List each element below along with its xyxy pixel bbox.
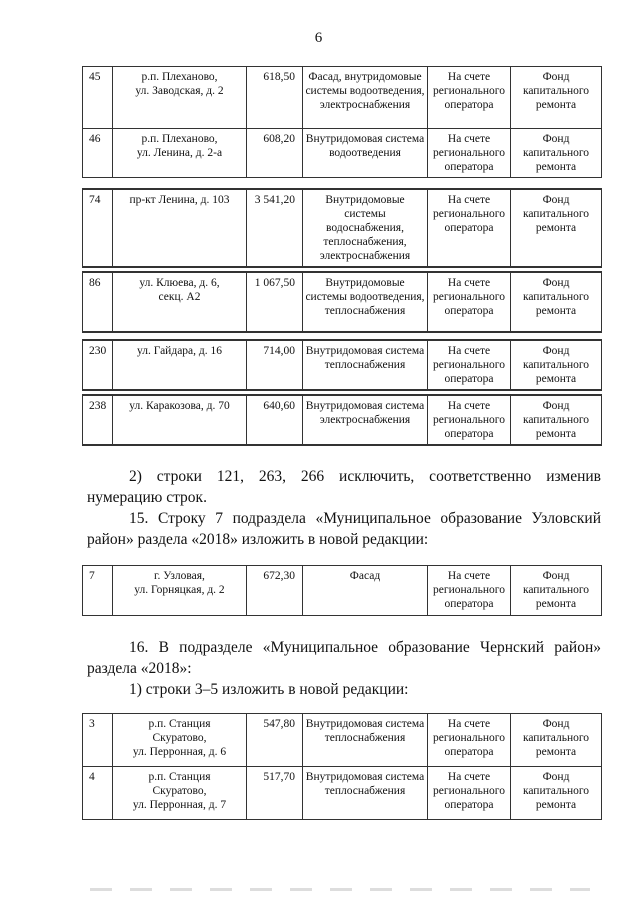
row-fund: Фонд капитального ремонта	[511, 340, 602, 390]
table-c	[82, 188, 602, 268]
row-account: На счете регионального оператора	[428, 189, 511, 267]
row-fund: Фонд капитального ремонта	[511, 767, 602, 820]
row-account: На счете регионального оператора	[428, 67, 511, 129]
paragraph-section-16: 16. В подразделе «Муниципальное образование Чернский район» раздела «2018»:	[87, 639, 601, 677]
row-area: 517,70	[247, 767, 303, 820]
row-fund: Фонд капитального ремонта	[511, 395, 602, 445]
row-area: 547,80	[247, 714, 303, 767]
table-row	[83, 566, 602, 616]
row-number: 4	[83, 767, 113, 820]
table-g	[82, 565, 602, 616]
row-number: 74	[83, 189, 113, 267]
table-row	[83, 129, 602, 178]
row-number: 238	[83, 395, 113, 445]
row-work: Внутридомовые системы водоснабжения, теплоснабжения, электроснабжения	[303, 189, 428, 267]
row-work: Фасад, внутридомовые системы водоотведения, электроснабжения	[303, 67, 428, 129]
row-work: Внутридомовые системы водоотведения, теплоснабжения	[303, 272, 428, 332]
row-number: 45	[83, 67, 113, 129]
row-work: Фасад	[303, 566, 428, 616]
row-fund: Фонд капитального ремонта	[511, 67, 602, 129]
row-area: 618,50	[247, 67, 303, 129]
row-address: р.п. Станция Скуратово, ул. Перронная, д. 6	[113, 714, 247, 767]
row-area: 714,00	[247, 340, 303, 390]
row-number: 86	[83, 272, 113, 332]
row-fund: Фонд капитального ремонта	[511, 566, 602, 616]
row-account: На счете регионального оператора	[428, 129, 511, 178]
page-number: 6	[314, 30, 323, 46]
row-fund: Фонд капитального ремонта	[511, 129, 602, 178]
row-number: 46	[83, 129, 113, 178]
row-account: На счете регионального оператора	[428, 714, 511, 767]
table-row	[83, 714, 602, 767]
table-f	[82, 394, 602, 446]
row-area: 608,20	[247, 129, 303, 178]
row-account: На счете регионального оператора	[428, 767, 511, 820]
row-address: ул. Клюева, д. 6, секц. А2	[113, 272, 247, 332]
row-address: пр-кт Ленина, д. 103	[113, 189, 247, 267]
row-fund: Фонд капитального ремонта	[511, 272, 602, 332]
row-work: Внутридомовая система теплоснабжения	[303, 767, 428, 820]
table-e	[82, 339, 602, 391]
row-address: ул. Каракозова, д. 70	[113, 395, 247, 445]
row-number: 7	[83, 566, 113, 616]
scan-edge-artifact	[90, 888, 590, 891]
table-row	[83, 272, 602, 332]
table-row	[83, 395, 602, 445]
row-work: Внутридомовая система теплоснабжения	[303, 714, 428, 767]
table-a	[82, 66, 602, 178]
row-address: р.п. Плеханово, ул. Заводская, д. 2	[113, 67, 247, 129]
table-h	[82, 713, 602, 820]
row-area: 1 067,50	[247, 272, 303, 332]
row-fund: Фонд капитального ремонта	[511, 714, 602, 767]
row-area: 3 541,20	[247, 189, 303, 267]
row-account: На счете регионального оператора	[428, 340, 511, 390]
row-account: На счете регионального оператора	[428, 566, 511, 616]
row-account: На счете регионального оператора	[428, 272, 511, 332]
table-d	[82, 271, 602, 333]
row-address: г. Узловая, ул. Горняцкая, д. 2	[113, 566, 247, 616]
row-work: Внутридомовая система электроснабжения	[303, 395, 428, 445]
row-work: Внутридомовая система теплоснабжения	[303, 340, 428, 390]
row-work: Внутридомовая система водоотведения	[303, 129, 428, 178]
row-area: 672,30	[247, 566, 303, 616]
table-row	[83, 767, 602, 820]
table-row	[83, 67, 602, 129]
row-area: 640,60	[247, 395, 303, 445]
row-fund: Фонд капитального ремонта	[511, 189, 602, 267]
row-number: 230	[83, 340, 113, 390]
row-address: р.п. Станция Скуратово, ул. Перронная, д. 7	[113, 767, 247, 820]
paragraph-exclude-rows: 2) строки 121, 263, 266 исключить, соответственно изменив нумерацию строк.	[87, 468, 601, 506]
table-row	[83, 340, 602, 390]
paragraph-section-15: 15. Строку 7 подраздела «Муниципальное образование Узловский район» раздела «2018» изложить в новой редакции:	[87, 510, 601, 548]
paragraph-rows-3-5: 1) строки 3–5 изложить в новой редакции:	[129, 681, 409, 698]
row-account: На счете регионального оператора	[428, 395, 511, 445]
row-number: 3	[83, 714, 113, 767]
table-row	[83, 189, 602, 267]
row-address: ул. Гайдара, д. 16	[113, 340, 247, 390]
row-address: р.п. Плеханово, ул. Ленина, д. 2-а	[113, 129, 247, 178]
